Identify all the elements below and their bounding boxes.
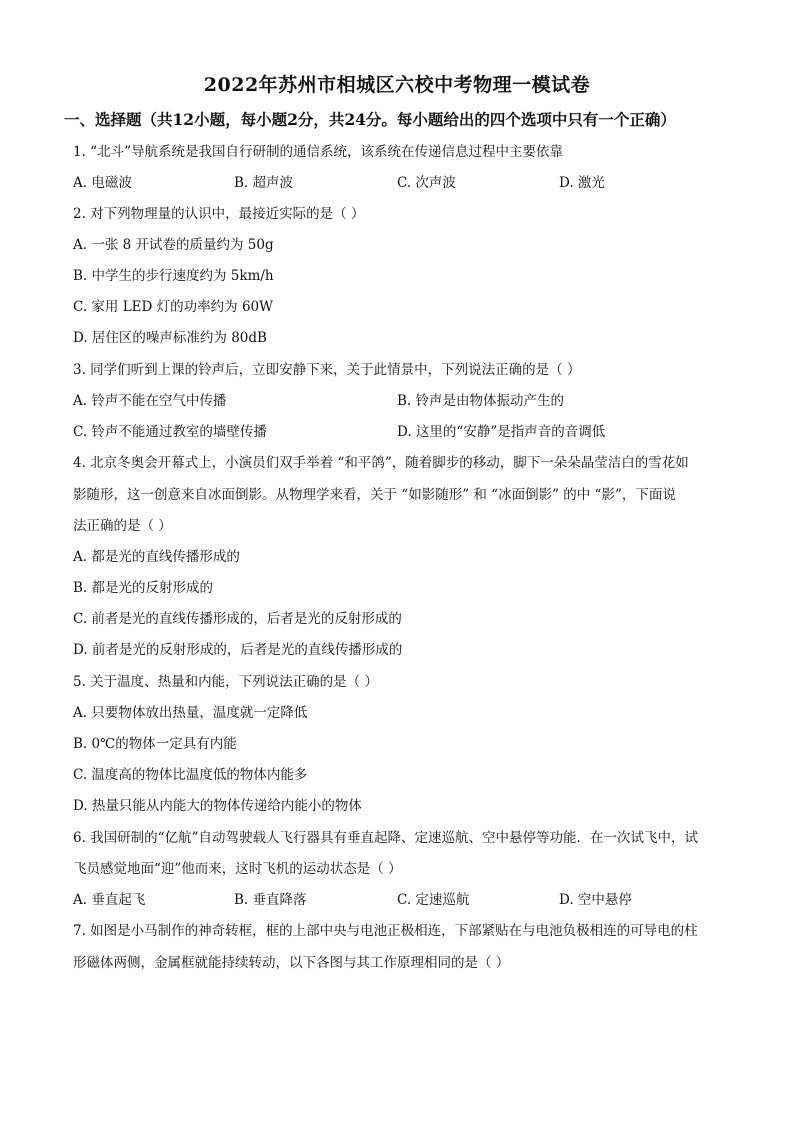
q6-option-b: B. 垂直降落 xyxy=(234,892,307,908)
q5-option-c: C. 温度高的物体比温度低的物体内能多 xyxy=(73,767,308,783)
q6-option-c: C. 定速巡航 xyxy=(397,892,470,908)
q2-option-c: C. 家用 LED 灯的功率约为 60W xyxy=(73,299,274,315)
q7-stem-line2: 形磁体两侧，金属框就能持续转动，以下各图与其工作原理相同的是（ ） xyxy=(73,955,510,971)
q1-stem: 1. “北斗”导航系统是我国自行研制的通信系统，该系统在传递信息过程中主要依靠 xyxy=(73,144,563,160)
q1-option-d: D. 激光 xyxy=(559,175,605,191)
q5-option-d: D. 热量只能从内能大的物体传递给内能小的物体 xyxy=(73,798,362,814)
exam-title: 2022年苏州市相城区六校中考物理一模试卷 xyxy=(203,74,591,96)
q4-stem-line1: 4. 北京冬奥会开幕式上，小演员们双手举着 “和平鸽”，随着脚步的移动，脚下一朵朵晶莹洁白的雪花如 xyxy=(73,455,689,471)
q2-option-d: D. 居住区的噪声标准约为 80dB xyxy=(73,330,267,346)
q1-option-c: C. 次声波 xyxy=(397,175,456,191)
q4-option-c: C. 前者是光的直线传播形成的，后者是光的反射形成的 xyxy=(73,611,402,627)
q3-stem: 3. 同学们听到上课的铃声后，立即安静下来，关于此情景中，下列说法正确的是（ ） xyxy=(73,362,581,378)
q7-stem-line1: 7. 如图是小马制作的神奇转框，框的上部中央与电池正极相连，下部紧贴在与电池负极相连的可导电的柱 xyxy=(73,923,698,939)
section-heading: 一、选择题（共12小题，每小题2分，共24分。每小题给出的四个选项中只有一个正确） xyxy=(64,110,676,129)
q3-option-c: C. 铃声不能通过教室的墙壁传播 xyxy=(73,424,267,440)
q5-option-b: B. 0℃的物体一定具有内能 xyxy=(73,736,237,752)
q5-stem: 5. 关于温度、热量和内能，下列说法正确的是（ ） xyxy=(73,674,378,690)
q6-option-d: D. 空中悬停 xyxy=(559,892,632,908)
q4-option-b: B. 都是光的反射形成的 xyxy=(73,580,214,596)
q6-stem-line2: 飞员感觉地面“迎”他而来，这时飞机的运动状态是（ ） xyxy=(73,861,402,877)
q1-option-a: A. 电磁波 xyxy=(73,175,132,191)
q3-option-d: D. 这里的“安静”是指声音的音调低 xyxy=(397,424,606,440)
q3-option-a: A. 铃声不能在空气中传播 xyxy=(73,393,227,409)
q4-stem-line2: 影随形，这一创意来自冰面倒影。从物理学来看，关于 “如影随形” 和 “冰面倒影” 的中 “影”，下面说 xyxy=(73,487,676,503)
q4-option-a: A. 都是光的直线传播形成的 xyxy=(73,549,240,565)
q2-option-a: A. 一张 8 开试卷的质量约为 50g xyxy=(73,237,274,253)
q6-stem-line1: 6. 我国研制的“亿航”自动驾驶载人飞行器具有垂直起降、定速巡航、空中悬停等功能．在一次试飞中，试 xyxy=(73,830,698,846)
q4-stem-line3: 法正确的是（ ） xyxy=(73,518,172,534)
q3-option-b: B. 铃声是由物体振动产生的 xyxy=(397,393,565,409)
q4-option-d: D. 前者是光的反射形成的，后者是光的直线传播形成的 xyxy=(73,642,403,658)
q2-stem: 2. 对下列物理量的认识中，最接近实际的是（ ） xyxy=(73,206,365,222)
q2-option-b: B. 中学生的步行速度约为 5km/h xyxy=(73,268,274,284)
q5-option-a: A. 只要物体放出热量，温度就一定降低 xyxy=(73,705,308,721)
q6-option-a: A. 垂直起飞 xyxy=(73,892,146,908)
q1-option-b: B. 超声波 xyxy=(234,175,294,191)
